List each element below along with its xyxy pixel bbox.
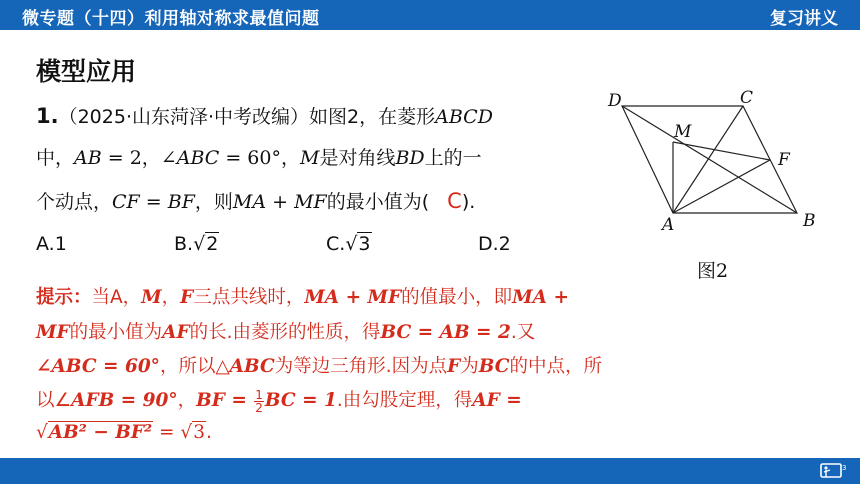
hint-line-1 <box>36 283 569 309</box>
choice-b <box>174 233 219 255</box>
question-line-2 <box>36 146 482 170</box>
review-notes-label: 复习讲义 <box>770 9 838 29</box>
question-number: 1. <box>36 104 59 128</box>
math-m: M <box>299 147 320 169</box>
choice-value: 2 <box>206 233 219 255</box>
point-label-b: B <box>803 211 816 231</box>
question-line-3 <box>36 189 475 214</box>
point-label-c: C <box>740 90 754 108</box>
hint-text: .由勾股定理，得 <box>336 390 473 411</box>
point-label-d: D <box>608 91 622 111</box>
question-text: 个动点， <box>36 191 113 213</box>
hint-text: 当A， <box>91 287 142 308</box>
hint-text: 三点共线时， <box>193 287 305 308</box>
hint-line-2 <box>36 318 535 344</box>
choice-c <box>326 233 372 255</box>
choice-d <box>478 233 511 255</box>
question-text: 上的一 <box>424 147 482 169</box>
math-eq: = 2，∠ <box>101 147 177 169</box>
fraction <box>254 389 264 414</box>
math-abc: ABC <box>176 147 220 169</box>
choice-label: A. <box>36 233 55 255</box>
hint-text: 为等边三角形.因为点 <box>274 356 448 377</box>
rhombus-name: ABCD <box>435 106 493 128</box>
question-line-1 <box>36 104 493 129</box>
hint-math: MF <box>36 322 70 343</box>
question-text: ). <box>461 191 476 213</box>
math-eq: = 60°， <box>219 147 300 169</box>
math-bf: BF <box>167 191 195 213</box>
choice-a <box>36 233 67 255</box>
hint-math: ∠ABC = 60° <box>36 356 160 377</box>
math-bd: BD <box>395 147 425 169</box>
hint-math: MA + <box>512 287 569 308</box>
hint-math: BC = AB = 2 <box>380 322 511 343</box>
hint-text: 为 <box>460 356 479 377</box>
hint-text: 的长.由菱形的性质，得 <box>189 322 381 343</box>
point-label-f: F <box>778 150 790 170</box>
point-label-a: A <box>662 215 675 235</box>
hint-math: M <box>141 287 162 308</box>
hint-line-4 <box>36 386 522 414</box>
hint-math: BC = 1 <box>264 390 337 411</box>
sqrt-sign: √2 <box>193 233 219 255</box>
sqrt-sign: √3 <box>345 233 371 255</box>
answer-mark: C <box>447 189 462 213</box>
hint-math: 3 <box>193 422 205 443</box>
fraction-numerator: 1 <box>255 387 263 402</box>
choice-value: 3 <box>358 233 371 255</box>
hint-label: 提示： <box>36 287 92 308</box>
hint-text: ， <box>177 390 197 411</box>
hint-text: = <box>153 422 181 443</box>
footer-bar <box>0 458 860 484</box>
hint-math: AB² − BF² <box>48 422 153 443</box>
math-ma-mf: MA + MF <box>232 191 327 213</box>
sqrt-sign: √AB² − BF² <box>36 422 153 443</box>
choice-label: B. <box>174 233 194 255</box>
lesson-title: 微专题（十四）利用轴对称求最值问题 <box>22 9 320 29</box>
choice-label: D. <box>478 233 499 255</box>
hint-text: 的中点，所 <box>509 356 603 377</box>
question-text: 如图2，在菱形 <box>309 106 436 128</box>
diagonal-bd <box>622 106 797 213</box>
hint-line-3 <box>36 352 602 378</box>
figure-lines <box>622 106 797 213</box>
hint-math: F <box>447 356 461 377</box>
choice-label: C. <box>326 233 346 255</box>
math-cf: CF <box>112 191 140 213</box>
figure-caption: 图2 <box>697 260 729 282</box>
hint-math: ABC <box>229 356 275 377</box>
hint-math: AFB = 90° <box>71 390 178 411</box>
math-eq: = <box>139 191 168 213</box>
hint-line-5 <box>36 422 212 443</box>
question-text: 是对角线 <box>319 147 396 169</box>
question-source: （2025·山东菏泽·中考改编） <box>58 106 310 128</box>
hint-text: 的最小值为 <box>69 322 163 343</box>
page-number: 3 <box>842 464 847 472</box>
hint-math: AF <box>162 322 190 343</box>
header-bar <box>0 0 860 30</box>
hint-math: BF = <box>196 390 254 411</box>
hint-text: 以∠ <box>36 390 72 411</box>
math-ab: AB <box>74 147 102 169</box>
fraction-denominator: 2 <box>255 400 263 415</box>
rhombus-figure <box>600 90 830 240</box>
hint-text: .又 <box>510 322 536 343</box>
segment-mf <box>673 142 770 160</box>
question-text: 中， <box>36 147 75 169</box>
hint-math: MA + MF <box>304 287 402 308</box>
hint-text: . <box>206 422 212 443</box>
hint-text: 的值最小，即 <box>401 287 513 308</box>
section-title: 模型应用 <box>36 57 137 86</box>
sqrt-sign: √3 <box>180 422 205 443</box>
choice-value: 1 <box>54 233 67 255</box>
question-text: ，则 <box>194 191 233 213</box>
hint-math: BC <box>478 356 510 377</box>
hint-math: F <box>180 287 194 308</box>
point-label-m: M <box>674 122 692 142</box>
segment-af <box>673 160 770 213</box>
presentation-icon <box>818 462 848 480</box>
hint-text: ， <box>161 287 181 308</box>
choice-value: 2 <box>498 233 511 255</box>
hint-math: AF = <box>472 390 522 411</box>
hint-text: ，所以△ <box>159 356 230 377</box>
question-text: 的最小值为( <box>326 191 430 213</box>
